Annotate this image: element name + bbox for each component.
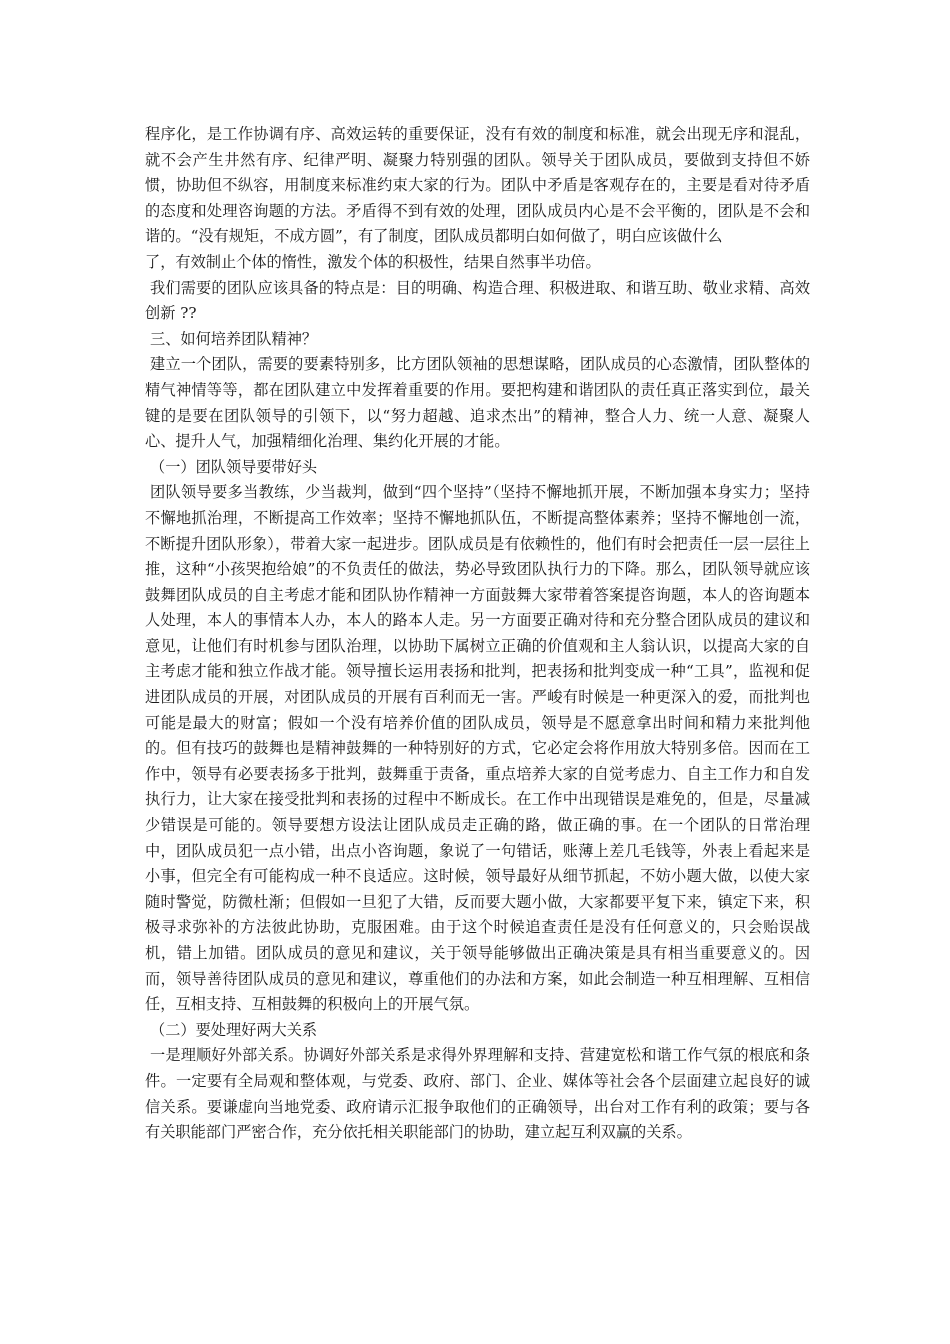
paragraph-build-team: 建立一个团队，需要的要素特别多，比方团队领袖的思想谋略，团队成员的心态激情，团队整体的精气神情等等，都在团队建立中发挥着重要的作用。要把构建和谐团队的责任真正落实到位，最关键的是要在团队领导的引领下，以“努力超越、追求杰出”的精神，整合人力、统一人意、凝聚人心、提升人气，加强精细化治理、集约化开展的才能。 (145, 355, 810, 451)
subsection-heading-1: （一）团队领导要带好头 (150, 457, 318, 476)
paragraph-team-traits: 我们需要的团队应该具备的特点是：目的明确、构造合理、积极进取、和谐互助、敬业求精、高效创新 ?? (145, 278, 810, 323)
paragraph-institution: 程序化，是工作协调有序、高效运转的重要保证，没有有效的制度和标准，就会出现无序和混乱，就不会产生井然有序、纪律严明、凝聚力特别强的团队。领导关于团队成员，要做到支持但不娇惯，协助但不纵容，用制度来标准约束大家的行为。团队中矛盾是客观存在的，主要是看对待矛盾的态度和处理咨询题的方法。矛盾得不到有效的处理，团队成员内心是不会平衡的，团队是不会和谐的。“没有规矩，不成方圆”，有了制度，团队成员都明白如何做了，明白应该做什么 (145, 125, 810, 246)
paragraph-leader-role: 团队领导要多当教练，少当裁判，做到“四个坚持”（坚持不懈地抓开展，不断加强本身实力；坚持不懈地抓治理，不断提高工作效率；坚持不懈地抓队伍，不断提高整体素养；坚持不懈地创一流，不断提升团队形象），带着大家一起进步。团队成员是有依赖性的，他们有时会把责任一层一层往上推，这种“小孩哭抱给娘”的不负责任的做法，势必导致团队执行力的下降。那么，团队领导就应该鼓舞团队成员的自主考虑才能和团队协作精神一方面鼓舞大家带着答案提咨询题，本人的咨询题本人处理，本人的事情本人办，本人的路本人走。另一方面要正确对待和充分整合团队成员的建议和意见，让他们有时机参与团队治理，以协助下属树立正确的价值观和主人翁认识，以提高大家的自主考虑才能和独立作战才能。领导擅长运用表扬和批判，把表扬和批判变成一种“工具”，监视和促进团队成员的开展，对团队成员的开展有百利而无一害。严峻有时候是一种更深入的爱，而批判也可能是最大的财富；假如一个没有培养价值的团队成员，领导是不愿意拿出时间和精力来批判他的。但有技巧的鼓舞也是精神鼓舞的一种特别好的方式，它必定会将作用放大特别多倍。因而在工作中，领导有必要表扬多于批判，鼓舞重于责备，重点培养大家的自觉考虑力、自主工作力和自发执行力，让大家在接受批判和表扬的过程中不断成长。在工作中出现错误是难免的，但是，尽量减少错误是可能的。领导要想方设法让团队成员走正确的路，做正确的事。在一个团队的日常治理中，团队成员犯一点小错，出点小咨询题，象说了一句错话，账薄上差几毛钱等，外表上看起来是小事，但完全有可能构成一种不良适应。这时候，领导最好从细节抓起，不妨小题大做，以使大家随时警觉，防微杜渐；但假如一旦犯了大错，反而要大题小做，大家都要平复下来，镇定下来，积极寻求弥补的方法彼此协助，克服困难。由于这个时候追查责任是没有任何意义的，只会贻误战机，错上加错。团队成员的意见和建议，关于领导能够做出正确决策是具有相当重要意义的。因而，领导善待团队成员的意见和建议，尊重他们的办法和方案，如此会制造一种互相理解、互相信任，互相支持、互相鼓舞的积极向上的开展气氛。 (145, 483, 810, 1014)
subsection-heading-2: （二）要处理好两大关系 (150, 1020, 318, 1039)
document-page (145, 122, 810, 1146)
paragraph-continuation: 了，有效制止个体的惰性，激发个体的积极性，结果自然事半功倍。 (145, 252, 601, 271)
section-heading-3: 三、如何培养团队精神？ (150, 329, 318, 348)
paragraph-external-relations: 一是理顺好外部关系。协调好外部关系是求得外界理解和支持、营建宽松和谐工作气氛的根底和条件。一定要有全局观和整体观，与党委、政府、部门、企业、媒体等社会各个层面建立起良好的诚信关系。要谦虚向当地党委、政府请示汇报争取他们的正确领导，出台对工作有利的政策；要与各有关职能部门严密合作，充分依托相关职能部门的协助，建立起互利双赢的关系。 (145, 1046, 810, 1142)
